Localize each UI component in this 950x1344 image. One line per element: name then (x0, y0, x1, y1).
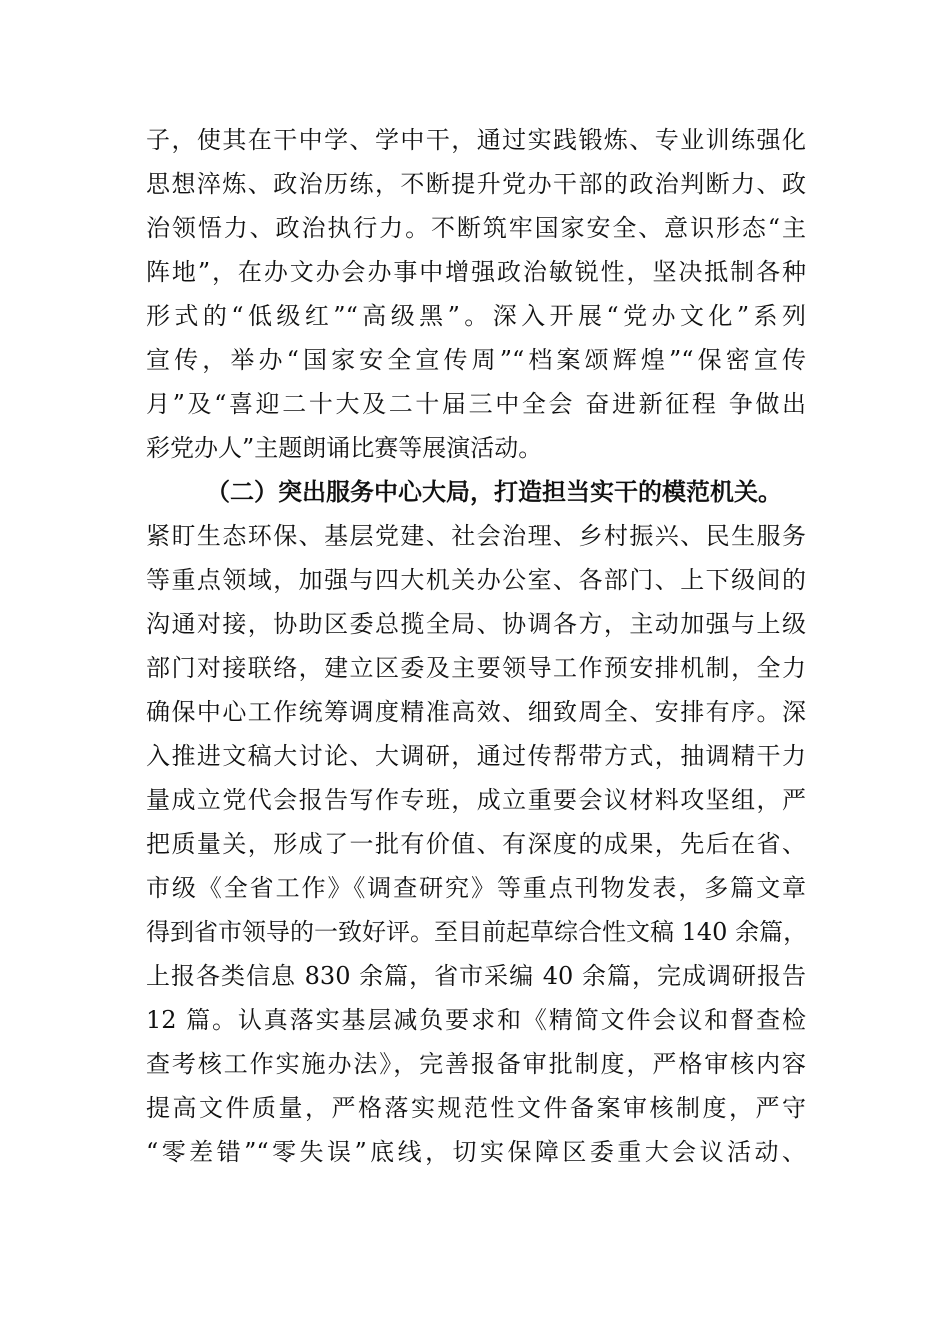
text-line: 市级《全省工作》《调查研究》等重点刊物发表，多篇文章 (146, 874, 806, 902)
text-line: “零差错”“零失误”底线，切实保障区委重大会议活动、 (146, 1138, 806, 1166)
text-line: 量成立党代会报告写作专班，成立重要会议材料攻坚组，严 (146, 786, 806, 814)
text-line: 彩党办人”主题朗诵比赛等展演活动。 (146, 434, 543, 462)
text-line: 提高文件质量，严格落实规范性文件备案审核制度，严守 (146, 1094, 806, 1122)
document-body (146, 118, 806, 1174)
text-line: 子，使其在干中学、学中干，通过实践锻炼、专业训练强化 (146, 126, 806, 154)
text-line: 确保中心工作统筹调度精准高效、细致周全、安排有序。深 (146, 698, 806, 726)
text-line: 月”及“喜迎二十大及二十届三中全会 奋进新征程 争做出 (146, 390, 806, 418)
text-line: 部门对接联络，建立区委及主要领导工作预安排机制，全力 (146, 654, 806, 682)
paragraph-1 (146, 118, 806, 470)
text-line: 上报各类信息 830 余篇，省市采编 40 余篇，完成调研报告 (146, 962, 806, 990)
text-line: 12 篇。认真落实基层减负要求和《精简文件会议和督查检 (146, 1006, 806, 1034)
text-line: 思想淬炼、政治历练，不断提升党办干部的政治判断力、政 (146, 170, 806, 198)
section-heading: （二）突出服务中心大局，打造担当实干的模范机关。 (206, 477, 782, 506)
text-line: 入推进文稿大讨论、大调研，通过传帮带方式，抽调精干力 (146, 742, 806, 770)
text-line: 治领悟力、政治执行力。不断筑牢国家安全、意识形态“主 (146, 214, 806, 242)
text-line: 沟通对接，协助区委总揽全局、协调各方，主动加强与上级 (146, 610, 806, 638)
text-line: 得到省市领导的一致好评。至目前起草综合性文稿 140 余篇， (146, 918, 808, 946)
text-line: 查考核工作实施办法》，完善报备审批制度，严格审核内容 (146, 1050, 806, 1078)
text-line: 把质量关，形成了一批有价值、有深度的成果，先后在省、 (146, 830, 806, 858)
text-line: 紧盯生态环保、基层党建、社会治理、乡村振兴、民生服务 (146, 522, 806, 550)
text-line: 形式的“低级红”“高级黑”。深入开展“党办文化”系列 (146, 302, 806, 330)
text-line: 阵地”，在办文办会办事中增强政治敏锐性，坚决抵制各种 (146, 258, 806, 286)
text-line: 宣传，举办“国家安全宣传周”“档案颂辉煌”“保密宣传 (146, 346, 806, 374)
text-line: 等重点领域，加强与四大机关办公室、各部门、上下级间的 (146, 566, 806, 594)
paragraph-2 (146, 514, 806, 1174)
